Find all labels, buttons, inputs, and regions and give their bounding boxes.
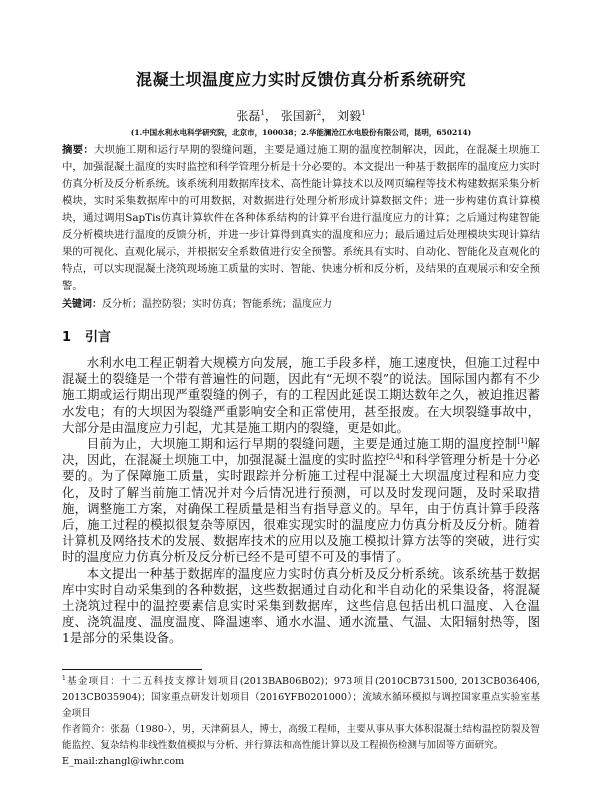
author-list bbox=[62, 108, 540, 124]
footnote-author-bio: 作者简介：张磊（1980-），男，天津蓟县人，博士，高级工程师，主要从事从事大体积混凝土结构温控防裂及智能监控、复杂结构非线性数值模拟与分析、并行算法和高性能计算以及工程损伤检测与加固等方面研究。 bbox=[62, 723, 540, 751]
abstract-text: 大坝施工期和运行早期的裂缝问题，主要是通过施工期的温度控制解决，因此，在混凝土坝施工中，加强混凝土温度的实时监控和科学管理分析是十分必要的。本文提出一种基于数据库的温度应力实时仿真分析及反分析系统。该系统利用数据库技术、高性能计算技术以及网页编程等技术构建数据采集分析模块，实时采集数据库中的可用数据，对数据进行处理分析形成计算数据文件；进一步构建仿真计算模块，通过调用SapTis仿真计算软件在各种体系结构的计算平台进行温度应力的计算；之后通过构建智能反分析模块进行温度的反馈分析，并进一步计算得到真实的温度和应力；最后通过后处理模块实现计算结果的可视化、直观化展示，并根据安全系数值进行安全预警。系统具有实时、自动化、智能化及直观化的特点，可以实现混凝土浇筑现场施工质量的实时、智能、快速分析和反分析，及结果的直观展示和安全预警。 bbox=[62, 144, 541, 292]
paragraph-text: 解决，因此，在混凝土坝施工中，加强混凝土温度的实时监控 bbox=[62, 436, 541, 468]
keywords-text: 反分析；温控防裂；实时仿真；智能系统；温度应力 bbox=[102, 299, 332, 310]
paragraph: 水利水电工程正朝着大规模方向发展，施工手段多样，施工速度快，但施工过程中混凝土的裂缝是一个带有普遍性的问题，因此有“无坝不裂”的说法。国际国内都有不少施工期或运行期出现严重裂缝的例子，有的工程因此延误工期达数年之久，被迫推迟蓄水发电；有的大坝因为裂缝严重影响安全和正常使用，甚至报废。在大坝裂缝事故中，大部分是由温度应力引起，尤其是施工期内的裂缝，更是如此。 bbox=[62, 355, 540, 435]
body-text bbox=[62, 355, 540, 647]
keywords bbox=[62, 297, 540, 313]
footnotes bbox=[62, 674, 540, 770]
abstract bbox=[62, 142, 540, 295]
author-separator: ， bbox=[264, 109, 277, 123]
section-heading bbox=[62, 329, 540, 347]
paragraph-text: 和科学管理分析是十分必要的。为了保障施工质量，实时跟踪并分析施工过程中混凝土大坝温度过程和应力变化，及时了解当前施工情况并对今后情况进行预测，可以及时发现问题，及时采取措施，调整施工方案，对确保工程质量是相当有指导意义的。早年，由于仿真计算手段落后，施工过程的模拟很复杂等原因，很难实现实时的温度应力仿真分析及反分析。随着计算机及网络技术的发展、数据库技术的应用以及施工模拟计算方法等的突破，进行实时的温度应力仿真分析及反分析已经不是可望不可及的事情了。 bbox=[62, 452, 541, 565]
paper-title: 混凝土坝温度应力实时反馈仿真分析系统研究 bbox=[135, 70, 466, 89]
keywords-label: 关键词： bbox=[62, 299, 102, 310]
paragraph bbox=[62, 436, 540, 566]
paragraph-text: 目前为止，大坝施工期和运行早期的裂缝问题，主要是通过施工期的温度控制 bbox=[86, 436, 518, 452]
author-separator: ， bbox=[321, 109, 334, 123]
author-affiliation-mark: 1 bbox=[361, 109, 366, 117]
citation-ref[interactable]: [1] bbox=[517, 436, 528, 445]
footnote-fund bbox=[62, 674, 540, 722]
footnote-mark: 1 bbox=[62, 674, 66, 682]
author-name: 刘毅 bbox=[337, 109, 362, 123]
author-affiliation-mark: 2 bbox=[316, 109, 322, 117]
section-title: 引言 bbox=[85, 330, 112, 345]
author-email[interactable]: E_mail:zhangl@iwhr.com bbox=[62, 755, 185, 767]
citation-ref[interactable]: [2,4] bbox=[386, 453, 403, 462]
author-name: 张国新 bbox=[280, 109, 317, 123]
section-number: 1 bbox=[62, 330, 72, 345]
paragraph: 本文提出一种基于数据库的温度应力实时仿真分析及反分析系统。该系统基于数据库中实时自动采集到的各种数据，这些数据通过自动化和半自动化的采集设备，将混凝土浇筑过程中的温控要素信息实时采集到数据库，这些信息包括出机口温度、入仓温度、浇筑温度、温度温度、降温速率、通水水温、通水流量、气温、太阳辐射热等，图1是部分的采集设备。 bbox=[62, 565, 540, 646]
author-name: 张磊 bbox=[236, 109, 261, 123]
footnote-divider bbox=[62, 669, 202, 670]
fund-text: 基金项目：十二五科技支撑计划项目(2013BAB06B02)；973项目(2010CB731500, 2013CB036406, 2013CB035904)；国家重点研发计划项目（2016YFB0201000）；流域水循环模拟与调控国家重点实验室基金项目 bbox=[62, 675, 540, 719]
affiliation: (1.中国水利水电科学研究院，北京市，100038；2.华能澜沧江水电股份有限公司，昆明，650214) bbox=[130, 128, 472, 137]
abstract-label: 摘要： bbox=[62, 144, 94, 156]
author-affiliation-mark: 1 bbox=[260, 109, 265, 117]
